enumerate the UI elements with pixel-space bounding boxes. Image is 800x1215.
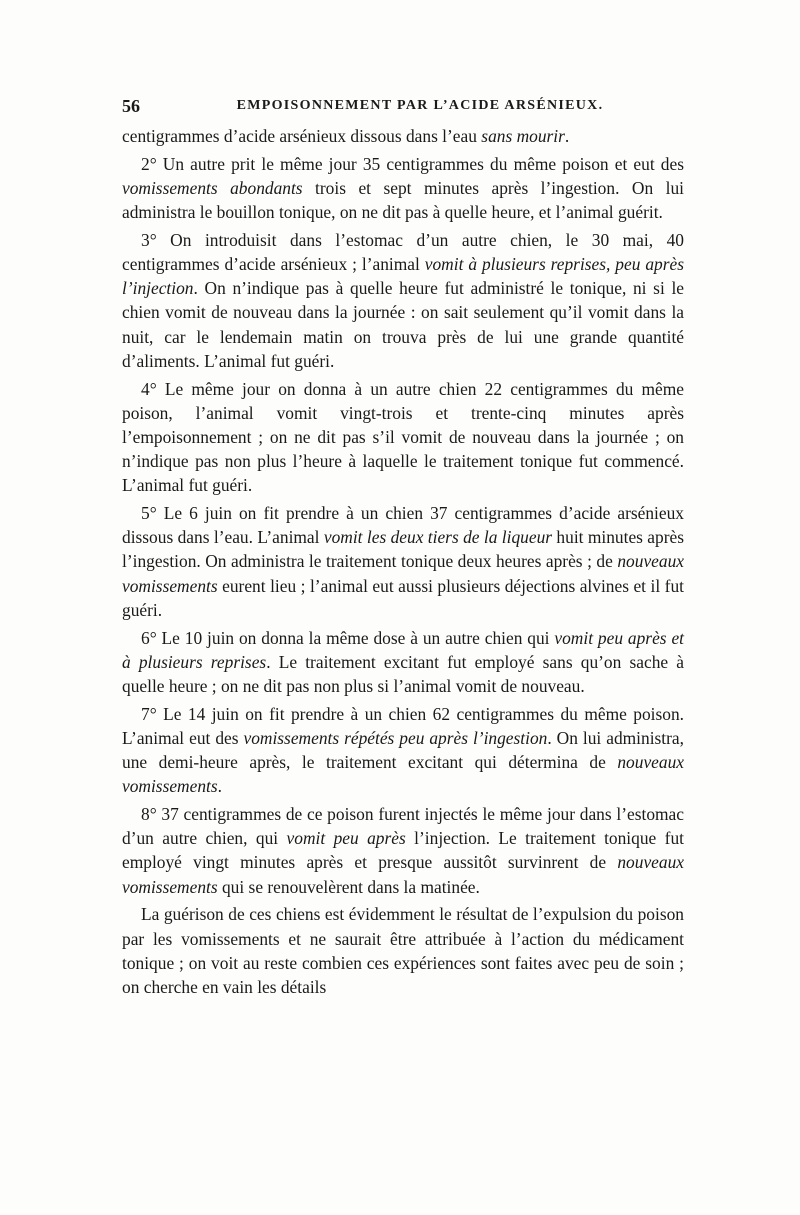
italic-text: vomit peu après xyxy=(286,828,406,849)
text-run: La guérison de ces chiens est évidemment le résultat de l’expulsion du poison par les vomissements et ne saurait être attribuée à l’action du médicament tonique ; on voit au reste combien ces expériences sont faites avec peu de soin ; on cherche en vain les détails xyxy=(122,904,684,997)
paragraph xyxy=(122,902,684,999)
text-run: trois et sept minutes après l’ingestion. On lui administra le bouillon tonique, on ne dit pas à quelle heure, et l’animal guérit. xyxy=(122,177,684,223)
paragraph xyxy=(122,152,684,225)
italic-text: vomit les deux tiers de la liqueur xyxy=(323,527,553,548)
text-run: . xyxy=(217,776,222,797)
text-run: 3° On introduisit dans l’estomac d’un autre chien, le 30 mai, 40 centigrammes d’acide arsénieux ; l’animal xyxy=(122,229,684,275)
text-run: 5° Le 6 juin on fit prendre à un chien 37 centigrammes d’acide arsénieux dissous dans l’eau. L’animal xyxy=(122,503,684,548)
paragraph xyxy=(122,626,684,699)
text-run: 7° Le 14 juin on fit prendre à un chien 62 centigrammes du même poison. L’animal eut des xyxy=(122,703,684,748)
running-head-title: EMPOISONNEMENT PAR L’ACIDE ARSÉNIEUX. xyxy=(236,98,604,113)
paragraph xyxy=(122,702,684,799)
text-run: eurent lieu ; l’animal eut aussi plusieurs déjections alvines et il fut guéri. xyxy=(122,575,684,620)
paragraph xyxy=(122,802,684,899)
page-number: 56 xyxy=(122,96,140,116)
text-run: . Le traitement excitant fut employé sans qu’on sache à quelle heure ; on ne dit pas non plus si l’animal vomit de nouveau. xyxy=(122,651,684,696)
text-run: 4° Le même jour on donna à un autre chien 22 centigrammes du même poison, l’animal vomit vingt-trois et trente-cinq minutes après l’empoisonnement ; on ne dit pas s’il vomit de nouveau dans la journée ; on n’indique pas non plus l’heure à laquelle le traitement tonique fut commencé. L’animal fut guéri. xyxy=(122,378,684,496)
paragraph xyxy=(122,124,684,148)
text-run: . xyxy=(564,126,570,146)
italic-text: vomit peu après et à plusieurs reprises xyxy=(122,627,684,672)
text-run: huit minutes après l’ingestion. On administra le traitement tonique deux heures après ; de xyxy=(122,527,685,572)
italic-text: vomissements abondants xyxy=(122,177,303,198)
text-run: . On n’indique pas à quelle heure fut administré le tonique, ni si le chien vomit de nouveau dans la journée : on sait seulement qu’il vomit dans la nuit, car le lendemain matin on trouva près de lui une grande quantité d’aliments. L’animal fut guéri. xyxy=(122,278,684,371)
text-run: 8° 37 centigrammes de ce poison furent injectés le même jour dans l’estomac d’un autre chien, qui xyxy=(122,803,684,849)
text-run: 6° Le 10 juin on donna la même dose à un autre chien qui xyxy=(141,627,555,648)
body-text xyxy=(122,124,684,999)
paragraph xyxy=(122,228,684,373)
italic-text: nouveaux vomissements xyxy=(122,752,684,797)
text-run: qui se renouvelèrent dans la matinée. xyxy=(217,876,480,897)
italic-text: nouveaux vomissements xyxy=(122,852,684,897)
text-run: 2° Un autre prit le même jour 35 centigrammes du même poison et eut des xyxy=(141,153,684,174)
running-head xyxy=(122,96,684,120)
text-run: centigrammes d’acide arsénieux dissous dans l’eau xyxy=(122,126,482,146)
paragraph xyxy=(122,377,684,498)
italic-text: sans mourir xyxy=(481,126,565,146)
italic-text: vomit à plusieurs reprises, peu après l’injection xyxy=(122,254,684,299)
text-run: . On lui administra, une demi-heure après, le traitement excitant qui détermina de xyxy=(122,727,684,773)
italic-text: nouveaux vomissements xyxy=(122,551,684,596)
text-run: l’injection. Le traitement tonique fut employé vingt minutes après et presque aussitôt survinrent de xyxy=(122,828,684,873)
paragraph xyxy=(122,501,684,622)
italic-text: vomissements répétés peu après l’ingestion xyxy=(243,727,548,748)
